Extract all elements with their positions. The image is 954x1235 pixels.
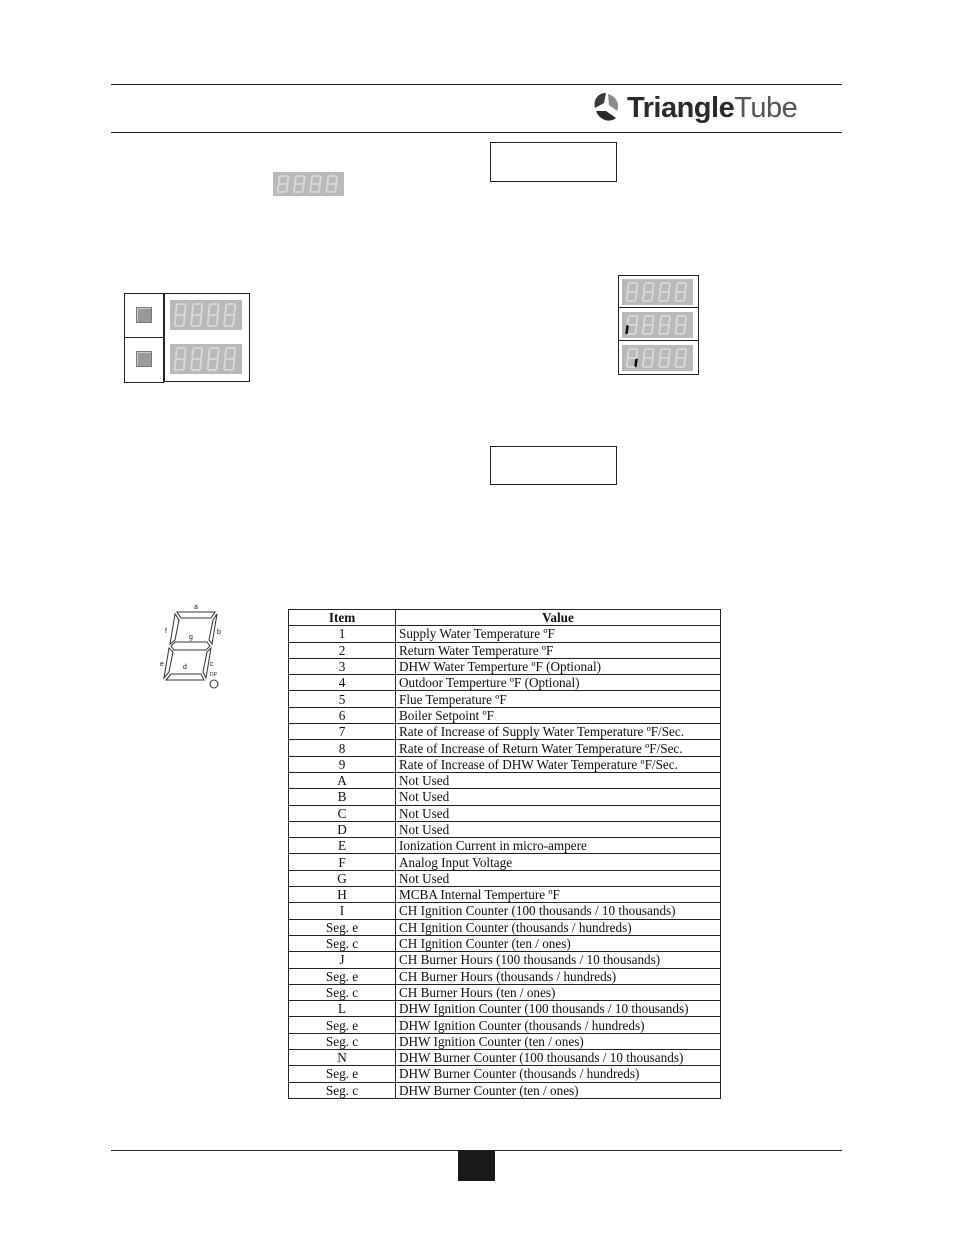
- segment-c: [636, 326, 637, 333]
- segment-e: [175, 360, 176, 369]
- four-digit-display-right-1: [622, 279, 693, 305]
- segment-g: [171, 642, 210, 650]
- table-row: [289, 1050, 721, 1066]
- table-row: [289, 870, 721, 886]
- segment-f: [628, 284, 629, 291]
- value-cell: DHW Burner Counter (thousands / hundreds): [396, 1066, 721, 1082]
- item-cell: Seg. e: [289, 968, 396, 984]
- segment-f: [295, 177, 296, 183]
- segment-f: [170, 614, 179, 644]
- item-cell: J: [289, 952, 396, 968]
- segment-c: [200, 360, 201, 369]
- value-cell: Not Used: [396, 772, 721, 788]
- segment-f: [327, 177, 328, 183]
- panel-divider: [618, 340, 698, 341]
- table-row: [289, 642, 721, 658]
- segment-b: [653, 350, 654, 357]
- segment-e: [627, 326, 628, 333]
- item-cell: N: [289, 1050, 396, 1066]
- segment-f: [176, 349, 177, 358]
- segment-b: [234, 305, 235, 314]
- segment-f: [644, 284, 645, 291]
- item-cell: Seg. e: [289, 919, 396, 935]
- value-cell: Rate of Increase of DHW Water Temperature ºF/Sec.: [396, 756, 721, 772]
- segment-a: [177, 612, 215, 618]
- button-cell-lower: [124, 337, 164, 383]
- value-cell: Not Used: [396, 805, 721, 821]
- value-cell: CH Ignition Counter (thousands / hundreds): [396, 919, 721, 935]
- segment-b: [288, 177, 289, 183]
- empty-display-frame-bottom: [490, 446, 617, 485]
- value-cell: Rate of Increase of Supply Water Temperature ºF/Sec.: [396, 724, 721, 740]
- segment-e: [326, 185, 327, 191]
- value-cell: CH Burner Hours (ten / ones): [396, 984, 721, 1000]
- item-cell: Seg. c: [289, 1082, 396, 1098]
- value-cell: Not Used: [396, 821, 721, 837]
- table-row: [289, 805, 721, 821]
- segment-f: [660, 350, 661, 357]
- segment-f: [676, 317, 677, 324]
- segment-c: [287, 185, 288, 191]
- label-a: a: [194, 604, 198, 611]
- segment-e: [191, 316, 192, 325]
- segment-e: [643, 326, 644, 333]
- label-f: f: [165, 628, 167, 635]
- segment-e: [208, 316, 209, 325]
- segment-b: [637, 284, 638, 291]
- value-cell: Outdoor Temperture ºF (Optional): [396, 675, 721, 691]
- segment-e: [310, 185, 311, 191]
- brand-name: TriangleTube: [627, 91, 798, 124]
- segment-c: [200, 316, 201, 325]
- segment-e: [659, 293, 660, 300]
- item-cell: 2: [289, 642, 396, 658]
- item-cell: G: [289, 870, 396, 886]
- segment-b: [185, 305, 186, 314]
- segment-c: [335, 185, 336, 191]
- segment-c: [668, 359, 669, 366]
- segment-b: [218, 305, 219, 314]
- segment-e: [675, 359, 676, 366]
- value-cell: Analog Input Voltage: [396, 854, 721, 870]
- four-digit-display-inline: [273, 172, 344, 196]
- table-row: [289, 838, 721, 854]
- segment-b: [304, 177, 305, 183]
- value-cell: DHW Ignition Counter (100 thousands / 10 thousands): [396, 1001, 721, 1017]
- table-row: [289, 1082, 721, 1098]
- item-cell: C: [289, 805, 396, 821]
- upper-push-button[interactable]: [136, 307, 152, 323]
- table-row: [289, 740, 721, 756]
- segment-c: [668, 326, 669, 333]
- value-cell: DHW Burner Counter (ten / ones): [396, 1082, 721, 1098]
- segment-f: [209, 349, 210, 358]
- segment-e: [627, 359, 628, 366]
- decimal-point: [210, 680, 218, 688]
- table-row: [289, 1017, 721, 1033]
- segment-b: [320, 177, 321, 183]
- segment-c: [184, 360, 185, 369]
- panel-divider: [618, 307, 698, 308]
- segment-c: [684, 359, 685, 366]
- segment-f: [279, 177, 280, 183]
- segment-e: [627, 293, 628, 300]
- lower-push-button[interactable]: [136, 351, 152, 367]
- segment-c: [233, 360, 234, 369]
- segment-f: [192, 349, 193, 358]
- table-row: [289, 854, 721, 870]
- segment-b: [201, 305, 202, 314]
- segment-b: [336, 177, 337, 183]
- segment-digits: [622, 279, 693, 305]
- segment-e: [643, 359, 644, 366]
- table-row: [289, 968, 721, 984]
- label-g: g: [189, 634, 193, 641]
- value-cell: DHW Water Temperture ºF (Optional): [396, 658, 721, 674]
- segment-b: [637, 350, 638, 357]
- table-row: [289, 772, 721, 788]
- segment-c: [652, 293, 653, 300]
- value-cell: Flue Temperature ºF: [396, 691, 721, 707]
- value-cell: DHW Ignition Counter (thousands / hundreds): [396, 1017, 721, 1033]
- item-cell: Seg. e: [289, 1066, 396, 1082]
- segment-digits: [622, 312, 693, 338]
- table-row: [289, 789, 721, 805]
- segment-c: [184, 316, 185, 325]
- segment-c: [217, 316, 218, 325]
- segment-f: [209, 305, 210, 314]
- segment-f: [628, 317, 629, 324]
- item-cell: H: [289, 887, 396, 903]
- segment-digits: [170, 344, 242, 374]
- table-row: [289, 1066, 721, 1082]
- four-digit-display-right-2: [622, 312, 693, 338]
- value-cell: Rate of Increase of Return Water Temperature ºF/Sec.: [396, 740, 721, 756]
- segment-b: [201, 349, 202, 358]
- value-cell: DHW Burner Counter (100 thousands / 10 thousands): [396, 1050, 721, 1066]
- segment-f: [660, 317, 661, 324]
- segment-c: [684, 293, 685, 300]
- table-row: [289, 724, 721, 740]
- segment-e: [675, 293, 676, 300]
- segment-f: [225, 305, 226, 314]
- segment-e: [659, 326, 660, 333]
- table-row: [289, 658, 721, 674]
- label-c: c: [210, 661, 214, 668]
- column-header-item: Item: [289, 610, 396, 626]
- header-rule-bottom: [111, 132, 842, 133]
- item-cell: 5: [289, 691, 396, 707]
- page-number-tab: [458, 1151, 495, 1181]
- label-e: e: [160, 661, 164, 668]
- segment-e: [224, 316, 225, 325]
- segment-c: [636, 293, 637, 300]
- table-row: [289, 675, 721, 691]
- table-row: [289, 887, 721, 903]
- segment-digits: [273, 172, 344, 196]
- segment-f: [676, 350, 677, 357]
- item-cell: 4: [289, 675, 396, 691]
- item-cell: L: [289, 1001, 396, 1017]
- segment-c: [684, 326, 685, 333]
- label-b: b: [217, 629, 221, 636]
- segment-b: [653, 284, 654, 291]
- segment-e: [659, 359, 660, 366]
- table-row: [289, 952, 721, 968]
- empty-display-frame-top: [490, 142, 617, 182]
- segment-e: [643, 293, 644, 300]
- segment-digits: [622, 345, 693, 371]
- four-digit-display-lower: [170, 344, 242, 374]
- value-cell: CH Burner Hours (100 thousands / 10 thousands): [396, 952, 721, 968]
- triangle-tube-logo: [591, 90, 839, 126]
- table-row: [289, 903, 721, 919]
- segment-b: [218, 349, 219, 358]
- segment-b: [637, 317, 638, 324]
- item-cell: 1: [289, 626, 396, 642]
- item-cell: 7: [289, 724, 396, 740]
- value-cell: CH Ignition Counter (100 thousands / 10 thousands): [396, 903, 721, 919]
- table-row: [289, 707, 721, 723]
- segment-c: [668, 293, 669, 300]
- label-dp: DP: [210, 672, 217, 678]
- value-cell: Not Used: [396, 870, 721, 886]
- segment-e: [175, 316, 176, 325]
- segment-f: [176, 305, 177, 314]
- segment-c: [636, 359, 637, 366]
- item-cell: F: [289, 854, 396, 870]
- value-cell: Supply Water Temperature ºF: [396, 626, 721, 642]
- value-cell: CH Ignition Counter (ten / ones): [396, 935, 721, 951]
- table-header-row: [289, 610, 721, 626]
- segment-b: [669, 350, 670, 357]
- segment-b: [669, 317, 670, 324]
- segment-e: [294, 185, 295, 191]
- item-cell: 6: [289, 707, 396, 723]
- value-cell: DHW Ignition Counter (ten / ones): [396, 1033, 721, 1049]
- table-row: [289, 626, 721, 642]
- item-cell: Seg. c: [289, 935, 396, 951]
- table-row: [289, 821, 721, 837]
- item-cell: B: [289, 789, 396, 805]
- value-cell: MCBA Internal Temperture ºF: [396, 887, 721, 903]
- item-cell: Seg. c: [289, 1033, 396, 1049]
- segment-e: [224, 360, 225, 369]
- value-cell: Return Water Temperature ºF: [396, 642, 721, 658]
- item-cell: 8: [289, 740, 396, 756]
- triangle-tube-logo-icon: [591, 91, 621, 125]
- table-row: [289, 1033, 721, 1049]
- four-digit-display-upper: [170, 300, 242, 330]
- label-d: d: [183, 664, 187, 671]
- value-cell: Boiler Setpoint ºF: [396, 707, 721, 723]
- segment-b: [234, 349, 235, 358]
- segment-e: [675, 326, 676, 333]
- header-rule-top: [111, 84, 842, 85]
- segment-e: [208, 360, 209, 369]
- item-cell: 9: [289, 756, 396, 772]
- segment-b: [669, 284, 670, 291]
- four-digit-display-right-3: [622, 345, 693, 371]
- column-header-value: Value: [396, 610, 721, 626]
- segment-c: [217, 360, 218, 369]
- table-row: [289, 1001, 721, 1017]
- segment-e: [191, 360, 192, 369]
- item-cell: Seg. c: [289, 984, 396, 1000]
- segment-f: [660, 284, 661, 291]
- segment-f: [676, 284, 677, 291]
- item-cell: A: [289, 772, 396, 788]
- value-cell: Ionization Current in micro-ampere: [396, 838, 721, 854]
- button-cell-upper: [124, 293, 164, 339]
- item-cell: 3: [289, 658, 396, 674]
- display-items-table: [288, 609, 721, 1099]
- value-cell: CH Burner Hours (thousands / hundreds): [396, 968, 721, 984]
- segment-f: [628, 350, 629, 357]
- segment-f: [644, 350, 645, 357]
- segment-c: [652, 326, 653, 333]
- segment-c: [319, 185, 320, 191]
- segment-b: [653, 317, 654, 324]
- segment-b: [685, 350, 686, 357]
- value-cell: Not Used: [396, 789, 721, 805]
- item-cell: D: [289, 821, 396, 837]
- segment-f: [192, 305, 193, 314]
- segment-b: [185, 349, 186, 358]
- table-row: [289, 756, 721, 772]
- segment-f: [644, 317, 645, 324]
- segment-b: [685, 317, 686, 324]
- seven-segment-diagram: [158, 600, 228, 692]
- segment-d: [166, 674, 204, 680]
- segment-b: [685, 284, 686, 291]
- item-cell: I: [289, 903, 396, 919]
- item-cell: Seg. e: [289, 1017, 396, 1033]
- segment-c: [652, 359, 653, 366]
- segment-c: [303, 185, 304, 191]
- table-row: [289, 984, 721, 1000]
- segment-f: [311, 177, 312, 183]
- item-cell: E: [289, 838, 396, 854]
- segment-c: [233, 316, 234, 325]
- segment-f: [225, 349, 226, 358]
- segment-e: [278, 185, 279, 191]
- table-row: [289, 935, 721, 951]
- table-row: [289, 691, 721, 707]
- segment-digits: [170, 300, 242, 330]
- table-row: [289, 919, 721, 935]
